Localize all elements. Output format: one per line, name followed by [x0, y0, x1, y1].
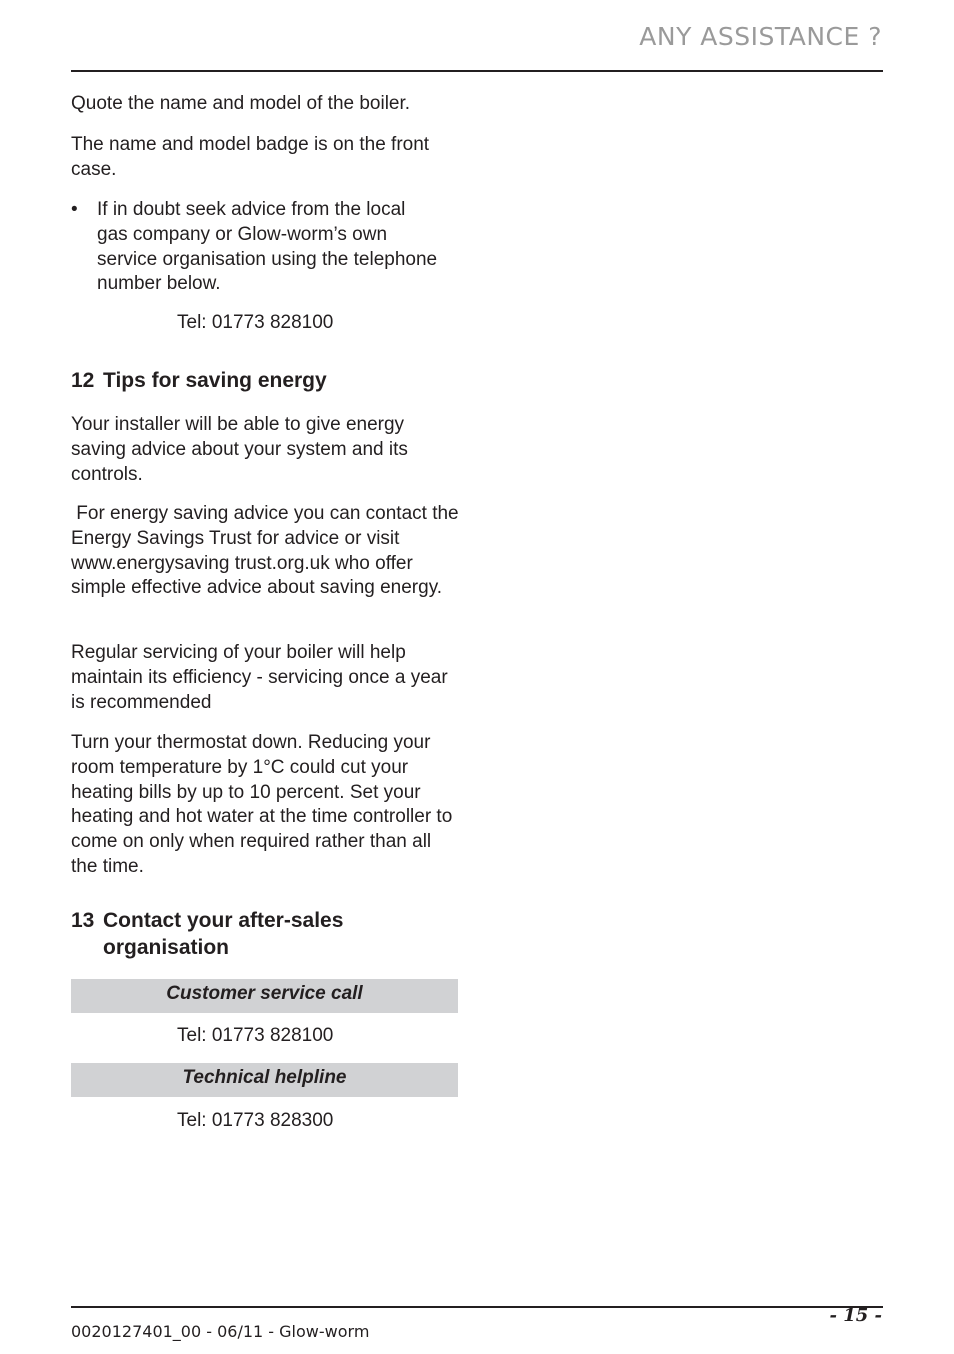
paragraph-text: Turn your thermostat down. Reducing your room temperature by 1°C could cut your heating bills by up to 10 percent. Set your heating and hot water at the time controller to come on only when required rather than all the time.: [71, 732, 453, 877]
header-divider: [71, 70, 883, 72]
intro-telephone: Tel: 01773 828100: [177, 312, 334, 333]
footer-divider: [71, 1306, 883, 1308]
intro-paragraph-1: [71, 92, 461, 117]
contact-label-technical-helpline: Technical helpline: [71, 1063, 458, 1097]
section-13-number: 13: [71, 909, 95, 932]
section-12-paragraph-4: [71, 731, 461, 880]
intro-paragraph-2: [71, 133, 461, 183]
bullet-item: [71, 198, 441, 297]
contact-tel-technical-helpline: Tel: 01773 828300: [177, 1110, 334, 1131]
paragraph-text: Your installer will be able to give energy saving advice about your system and its controls.: [71, 414, 408, 485]
intro-text-2: The name and model badge is on the front case.: [71, 134, 430, 180]
intro-text-1: Quote the name and model of the boiler.: [71, 93, 411, 114]
intro-bullet: [71, 198, 441, 297]
section-12-number: 12: [71, 369, 95, 392]
paragraph-text: Regular servicing of your boiler will help maintain its efficiency - servicing once a year is recommended: [71, 642, 448, 713]
section-12-paragraph-2: [71, 502, 464, 601]
contact-label-customer-service: Customer service call: [71, 979, 458, 1013]
section-13-title-line2: organisation: [103, 936, 230, 959]
section-12-paragraph-3: [71, 641, 461, 715]
section-13-heading: [71, 907, 343, 961]
bullet-text: If in doubt seek advice from the local gas company or Glow-worm’s own service organisation using the telephone number below.: [97, 199, 438, 295]
section-12-title: Tips for saving energy: [103, 369, 327, 392]
page-header-title: ANY ASSISTANCE ?: [639, 22, 882, 51]
section-13-title-line1: Contact your after-sales: [103, 909, 344, 932]
bullet-dot: •: [71, 199, 78, 220]
section-12-heading: [71, 367, 327, 394]
page-number: - 15 -: [829, 1305, 882, 1326]
paragraph-text: For energy saving advice you can contact the Energy Savings Trust for advice or visit www.energysaving trust.org.uk who offer simple effective advice about saving energy.: [71, 503, 464, 599]
contact-tel-customer-service: Tel: 01773 828100: [177, 1025, 334, 1046]
footer-doc-reference: 0020127401_00 - 06/11 - Glow-worm: [71, 1322, 370, 1341]
section-12-paragraph-1: [71, 413, 461, 487]
